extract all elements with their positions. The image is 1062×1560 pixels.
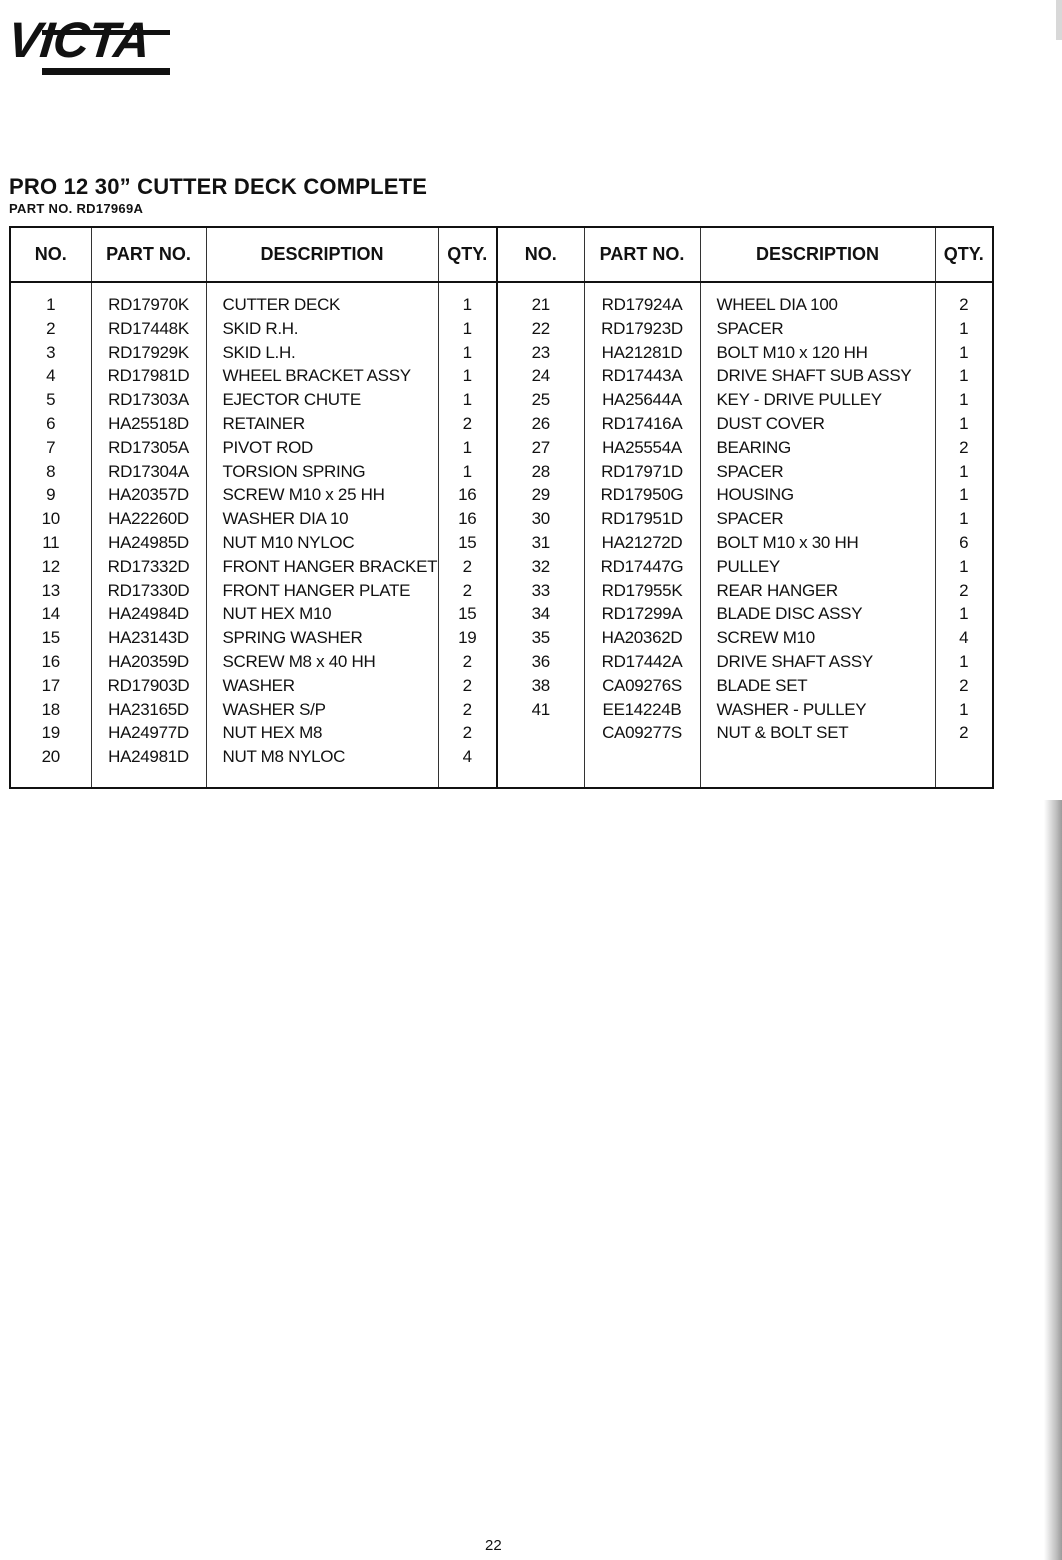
table-row <box>10 412 993 436</box>
left-item-no-cell: 3 <box>10 341 91 365</box>
parts-table-body <box>10 282 993 788</box>
left-part-no-cell: HA23165D <box>91 698 206 722</box>
left-part-no-cell: HA23143D <box>91 626 206 650</box>
right-part-no-cell: HA20362D <box>584 626 700 650</box>
left-part-no-cell: RD17448K <box>91 317 206 341</box>
right-description-cell: BLADE SET <box>700 674 935 698</box>
right-qty-cell: 1 <box>935 507 993 531</box>
left-part-no-cell: RD17330D <box>91 579 206 603</box>
right-item-no-cell: 27 <box>497 436 584 460</box>
right-part-no-cell <box>584 745 700 769</box>
left-item-no-cell: 2 <box>10 317 91 341</box>
right-part-no-cell: RD17951D <box>584 507 700 531</box>
right-description-cell: WHEEL DIA 100 <box>700 282 935 317</box>
left-item-no-cell: 19 <box>10 721 91 745</box>
right-qty-cell: 4 <box>935 626 993 650</box>
left-part-no-cell: RD17304A <box>91 460 206 484</box>
table-row <box>10 364 993 388</box>
right-description-cell: DRIVE SHAFT ASSY <box>700 650 935 674</box>
left-qty-cell: 15 <box>438 602 497 626</box>
left-description-cell: RETAINER <box>206 412 438 436</box>
table-filler-row <box>10 769 993 788</box>
right-description-cell: SCREW M10 <box>700 626 935 650</box>
right-qty-cell <box>935 745 993 769</box>
left-item-no-cell: 12 <box>10 555 91 579</box>
left-description-cell: SKID L.H. <box>206 341 438 365</box>
left-item-no-cell: 20 <box>10 745 91 769</box>
left-item-no-cell: 1 <box>10 282 91 317</box>
page-title: PRO 12 30” CUTTER DECK COMPLETE <box>9 174 428 199</box>
left-item-no-cell: 7 <box>10 436 91 460</box>
left-item-no-cell: 17 <box>10 674 91 698</box>
table-row <box>10 483 993 507</box>
left-description-cell: SCREW M10 x 25 HH <box>206 483 438 507</box>
right-description-cell <box>700 745 935 769</box>
right-part-no-cell: RD17955K <box>584 579 700 603</box>
table-row <box>10 579 993 603</box>
left-qty-cell: 2 <box>438 650 497 674</box>
left-item-no-cell: 11 <box>10 531 91 555</box>
victa-logo <box>5 12 170 76</box>
left-qty-cell: 2 <box>438 721 497 745</box>
left-qty-cell: 19 <box>438 626 497 650</box>
left-description-cell: WASHER S/P <box>206 698 438 722</box>
right-item-no-cell: 24 <box>497 364 584 388</box>
left-qty-cell: 1 <box>438 341 497 365</box>
right-item-no-cell: 22 <box>497 317 584 341</box>
right-item-no-cell: 23 <box>497 341 584 365</box>
left-part-no-cell: HA24985D <box>91 531 206 555</box>
right-description-cell: WASHER - PULLEY <box>700 698 935 722</box>
table-row <box>10 698 993 722</box>
right-part-no-cell: HA25554A <box>584 436 700 460</box>
filler-cell <box>206 769 438 788</box>
left-qty-cell: 1 <box>438 364 497 388</box>
left-part-no-cell: HA25518D <box>91 412 206 436</box>
left-item-no-cell: 9 <box>10 483 91 507</box>
left-item-no-cell: 4 <box>10 364 91 388</box>
table-row <box>10 555 993 579</box>
right-item-no-cell: 28 <box>497 460 584 484</box>
left-description-cell: FRONT HANGER BRACKET <box>206 555 438 579</box>
left-description-cell: NUT M8 NYLOC <box>206 745 438 769</box>
left-qty-cell: 2 <box>438 412 497 436</box>
right-qty-cell: 2 <box>935 721 993 745</box>
table-row <box>10 531 993 555</box>
right-part-no-cell: HA21272D <box>584 531 700 555</box>
left-part-no-cell: HA20357D <box>91 483 206 507</box>
left-qty-cell: 1 <box>438 388 497 412</box>
left-description-cell: NUT HEX M10 <box>206 602 438 626</box>
left-item-no-cell: 6 <box>10 412 91 436</box>
table-row <box>10 341 993 365</box>
left-description-cell: PIVOT ROD <box>206 436 438 460</box>
right-part-no-cell: RD17299A <box>584 602 700 626</box>
left-description-cell: CUTTER DECK <box>206 282 438 317</box>
left-qty-cell: 16 <box>438 507 497 531</box>
left-part-no-cell: RD17305A <box>91 436 206 460</box>
left-qty-cell: 2 <box>438 555 497 579</box>
table-row <box>10 721 993 745</box>
left-description-cell: WASHER DIA 10 <box>206 507 438 531</box>
right-qty-cell: 1 <box>935 412 993 436</box>
assembly-part-number: PART NO. RD17969A <box>9 201 144 216</box>
header-no: NO. <box>10 227 91 282</box>
right-description-cell: REAR HANGER <box>700 579 935 603</box>
header-description-right: DESCRIPTION <box>700 227 935 282</box>
right-qty-cell: 1 <box>935 698 993 722</box>
right-part-no-cell: HA25644A <box>584 388 700 412</box>
header-qty: QTY. <box>438 227 497 282</box>
table-row <box>10 460 993 484</box>
left-item-no-cell: 10 <box>10 507 91 531</box>
right-qty-cell: 1 <box>935 364 993 388</box>
header-no-right: NO. <box>497 227 584 282</box>
left-description-cell: TORSION SPRING <box>206 460 438 484</box>
filler-cell <box>91 769 206 788</box>
right-item-no-cell: 26 <box>497 412 584 436</box>
left-qty-cell: 2 <box>438 674 497 698</box>
right-part-no-cell: CA09276S <box>584 674 700 698</box>
right-item-no-cell: 25 <box>497 388 584 412</box>
table-row <box>10 626 993 650</box>
filler-cell <box>10 769 91 788</box>
header-part-no: PART NO. <box>91 227 206 282</box>
right-description-cell: PULLEY <box>700 555 935 579</box>
left-item-no-cell: 15 <box>10 626 91 650</box>
right-part-no-cell: HA21281D <box>584 341 700 365</box>
left-part-no-cell: RD17332D <box>91 555 206 579</box>
left-item-no-cell: 13 <box>10 579 91 603</box>
right-item-no-cell: 29 <box>497 483 584 507</box>
right-item-no-cell: 38 <box>497 674 584 698</box>
right-description-cell: NUT & BOLT SET <box>700 721 935 745</box>
left-qty-cell: 1 <box>438 317 497 341</box>
table-row <box>10 745 993 769</box>
left-description-cell: WHEEL BRACKET ASSY <box>206 364 438 388</box>
left-description-cell: EJECTOR CHUTE <box>206 388 438 412</box>
left-part-no-cell: RD17303A <box>91 388 206 412</box>
right-item-no-cell: 36 <box>497 650 584 674</box>
filler-cell <box>700 769 935 788</box>
right-part-no-cell: RD17923D <box>584 317 700 341</box>
left-description-cell: NUT HEX M8 <box>206 721 438 745</box>
right-part-no-cell: CA09277S <box>584 721 700 745</box>
right-description-cell: SPACER <box>700 460 935 484</box>
right-part-no-cell: RD17442A <box>584 650 700 674</box>
left-qty-cell: 1 <box>438 282 497 317</box>
right-part-no-cell: EE14224B <box>584 698 700 722</box>
right-qty-cell: 2 <box>935 436 993 460</box>
left-part-no-cell: HA22260D <box>91 507 206 531</box>
right-qty-cell: 6 <box>935 531 993 555</box>
left-qty-cell: 16 <box>438 483 497 507</box>
right-item-no-cell <box>497 745 584 769</box>
left-qty-cell: 4 <box>438 745 497 769</box>
left-part-no-cell: HA20359D <box>91 650 206 674</box>
page-edge-mark <box>1056 0 1062 40</box>
parts-table-header <box>10 227 993 282</box>
left-qty-cell: 1 <box>438 460 497 484</box>
left-item-no-cell: 5 <box>10 388 91 412</box>
left-qty-cell: 1 <box>438 436 497 460</box>
table-row <box>10 317 993 341</box>
left-part-no-cell: HA24984D <box>91 602 206 626</box>
filler-cell <box>935 769 993 788</box>
parts-table <box>9 226 994 789</box>
page-number: 22 <box>485 1537 502 1554</box>
right-qty-cell: 1 <box>935 341 993 365</box>
right-item-no-cell: 34 <box>497 602 584 626</box>
right-qty-cell: 2 <box>935 282 993 317</box>
left-description-cell: SKID R.H. <box>206 317 438 341</box>
left-part-no-cell: HA24977D <box>91 721 206 745</box>
table-row <box>10 436 993 460</box>
right-item-no-cell: 35 <box>497 626 584 650</box>
left-item-no-cell: 14 <box>10 602 91 626</box>
left-description-cell: WASHER <box>206 674 438 698</box>
left-description-cell: FRONT HANGER PLATE <box>206 579 438 603</box>
right-item-no-cell: 32 <box>497 555 584 579</box>
right-description-cell: SPACER <box>700 507 935 531</box>
left-description-cell: NUT M10 NYLOC <box>206 531 438 555</box>
left-item-no-cell: 18 <box>10 698 91 722</box>
page-edge-shadow <box>1044 800 1062 1560</box>
right-description-cell: HOUSING <box>700 483 935 507</box>
left-item-no-cell: 16 <box>10 650 91 674</box>
table-row <box>10 602 993 626</box>
table-row <box>10 388 993 412</box>
table-row <box>10 282 993 317</box>
right-qty-cell: 1 <box>935 317 993 341</box>
right-qty-cell: 1 <box>935 555 993 579</box>
right-item-no-cell: 31 <box>497 531 584 555</box>
header-part-no-right: PART NO. <box>584 227 700 282</box>
left-qty-cell: 2 <box>438 579 497 603</box>
header-qty-right: QTY. <box>935 227 993 282</box>
right-part-no-cell: RD17447G <box>584 555 700 579</box>
right-qty-cell: 1 <box>935 460 993 484</box>
right-part-no-cell: RD17950G <box>584 483 700 507</box>
right-item-no-cell: 30 <box>497 507 584 531</box>
right-description-cell: SPACER <box>700 317 935 341</box>
left-item-no-cell: 8 <box>10 460 91 484</box>
right-description-cell: BEARING <box>700 436 935 460</box>
left-part-no-cell: RD17903D <box>91 674 206 698</box>
left-description-cell: SPRING WASHER <box>206 626 438 650</box>
right-qty-cell: 2 <box>935 674 993 698</box>
right-item-no-cell: 41 <box>497 698 584 722</box>
right-part-no-cell: RD17924A <box>584 282 700 317</box>
logo-underline <box>42 68 170 75</box>
right-item-no-cell <box>497 721 584 745</box>
left-qty-cell: 2 <box>438 698 497 722</box>
table-row <box>10 674 993 698</box>
right-description-cell: DUST COVER <box>700 412 935 436</box>
filler-cell <box>584 769 700 788</box>
table-row <box>10 650 993 674</box>
filler-cell <box>438 769 497 788</box>
right-part-no-cell: RD17971D <box>584 460 700 484</box>
table-row <box>10 507 993 531</box>
right-description-cell: KEY - DRIVE PULLEY <box>700 388 935 412</box>
right-item-no-cell: 21 <box>497 282 584 317</box>
right-description-cell: BOLT M10 x 30 HH <box>700 531 935 555</box>
right-description-cell: DRIVE SHAFT SUB ASSY <box>700 364 935 388</box>
right-qty-cell: 1 <box>935 602 993 626</box>
right-description-cell: BOLT M10 x 120 HH <box>700 341 935 365</box>
left-part-no-cell: RD17929K <box>91 341 206 365</box>
right-qty-cell: 2 <box>935 579 993 603</box>
logo-text: VICTA <box>5 12 153 68</box>
filler-cell <box>497 769 584 788</box>
left-part-no-cell: RD17970K <box>91 282 206 317</box>
right-description-cell: BLADE DISC ASSY <box>700 602 935 626</box>
header-description: DESCRIPTION <box>206 227 438 282</box>
right-part-no-cell: RD17443A <box>584 364 700 388</box>
right-qty-cell: 1 <box>935 483 993 507</box>
right-part-no-cell: RD17416A <box>584 412 700 436</box>
right-qty-cell: 1 <box>935 388 993 412</box>
left-part-no-cell: RD17981D <box>91 364 206 388</box>
left-qty-cell: 15 <box>438 531 497 555</box>
right-qty-cell: 1 <box>935 650 993 674</box>
right-item-no-cell: 33 <box>497 579 584 603</box>
left-part-no-cell: HA24981D <box>91 745 206 769</box>
left-description-cell: SCREW M8 x 40 HH <box>206 650 438 674</box>
